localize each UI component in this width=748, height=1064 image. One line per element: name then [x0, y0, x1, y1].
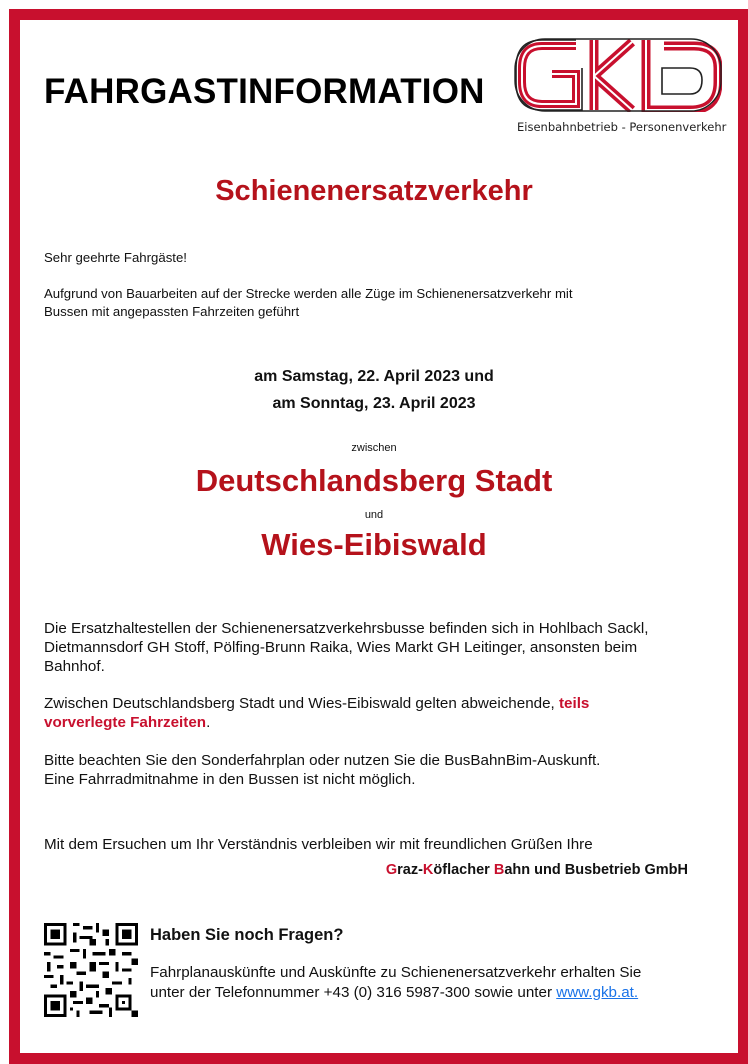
faq-text [150, 963, 710, 1002]
faq-line-text: unter der Telefonnummer +43 (0) 316 5987-300 sowie unter [150, 983, 557, 1001]
intro-line: Aufgrund von Bauarbeiten auf der Strecke werden alle Züge im Schienenersatzverkehr mit [44, 286, 573, 301]
hint-line: Bitte beachten Sie den Sonderfahrplan oder nutzen Sie die BusBahnBim-Auskunft. [44, 752, 601, 769]
schedule-note-paragraph [44, 694, 704, 732]
and-label: und [364, 509, 384, 521]
station-from: Deutschlandsberg Stadt [195, 463, 553, 498]
logo-subtitle: Eisenbahnbetrieb - Personenverkehr [517, 120, 727, 134]
service-dates [0, 363, 748, 417]
stops-line: Die Ersatzhaltestellen der Schienenersatzverkehrsbusse befinden sich in Hohlbach Sackl, [44, 620, 649, 637]
date-line: am Samstag, 22. April 2023 und [254, 368, 494, 385]
schedule-note-text: Zwischen Deutschlandsberg Stadt und Wies-Eibiswald gelten abweichende, [44, 695, 559, 712]
faq-heading: Haben Sie noch Fragen? [150, 926, 344, 944]
intro-line: Bussen mit angepassten Fahrzeiten geführt [44, 304, 300, 319]
signature-part: raz- [397, 862, 423, 878]
greeting: Sehr geehrte Fahrgäste! [44, 250, 187, 265]
between-label: zwischen [351, 442, 397, 454]
website-link[interactable]: www.gkb.at. [556, 983, 639, 1001]
hint-paragraph [44, 751, 704, 789]
date-line: am Sonntag, 23. April 2023 [272, 395, 476, 412]
replacement-stops-paragraph [44, 619, 704, 676]
gkb-logo [514, 38, 722, 112]
closing-text: Mit dem Ersuchen um Ihr Verständnis verbleiben wir mit freundlichen Grüßen Ihre [44, 836, 593, 853]
signature-initial: G [385, 862, 398, 878]
schedule-note-end: . [206, 714, 211, 731]
company-signature [0, 862, 688, 878]
stops-line: Dietmannsdorf GH Stoff, Pölfing-Brunn Raika, Wies Markt GH Leitinger, ansonsten beim [44, 639, 638, 656]
intro-paragraph [44, 285, 684, 321]
page-title: FAHRGASTINFORMATION [44, 72, 485, 111]
stops-line: Bahnhof. [44, 658, 105, 675]
station-to: Wies-Eibiswald [261, 527, 487, 562]
signature-initial: K [422, 862, 434, 878]
qr-code[interactable] [44, 923, 138, 1017]
schedule-note-highlight: vorverlegte Fahrzeiten [44, 714, 207, 731]
hint-line: Eine Fahrradmitnahme in den Bussen ist nicht möglich. [44, 771, 416, 788]
signature-part: öflacher [433, 862, 494, 878]
schedule-note-highlight: teils [558, 695, 590, 712]
notice-headline: Schienenersatzverkehr [215, 175, 533, 207]
signature-initial: B [493, 862, 505, 878]
signature-part: ahn und Busbetrieb GmbH [504, 862, 688, 878]
faq-line: Fahrplanauskünfte und Auskünfte zu Schienenersatzverkehr erhalten Sie [150, 964, 642, 981]
faq-line [150, 983, 710, 1003]
